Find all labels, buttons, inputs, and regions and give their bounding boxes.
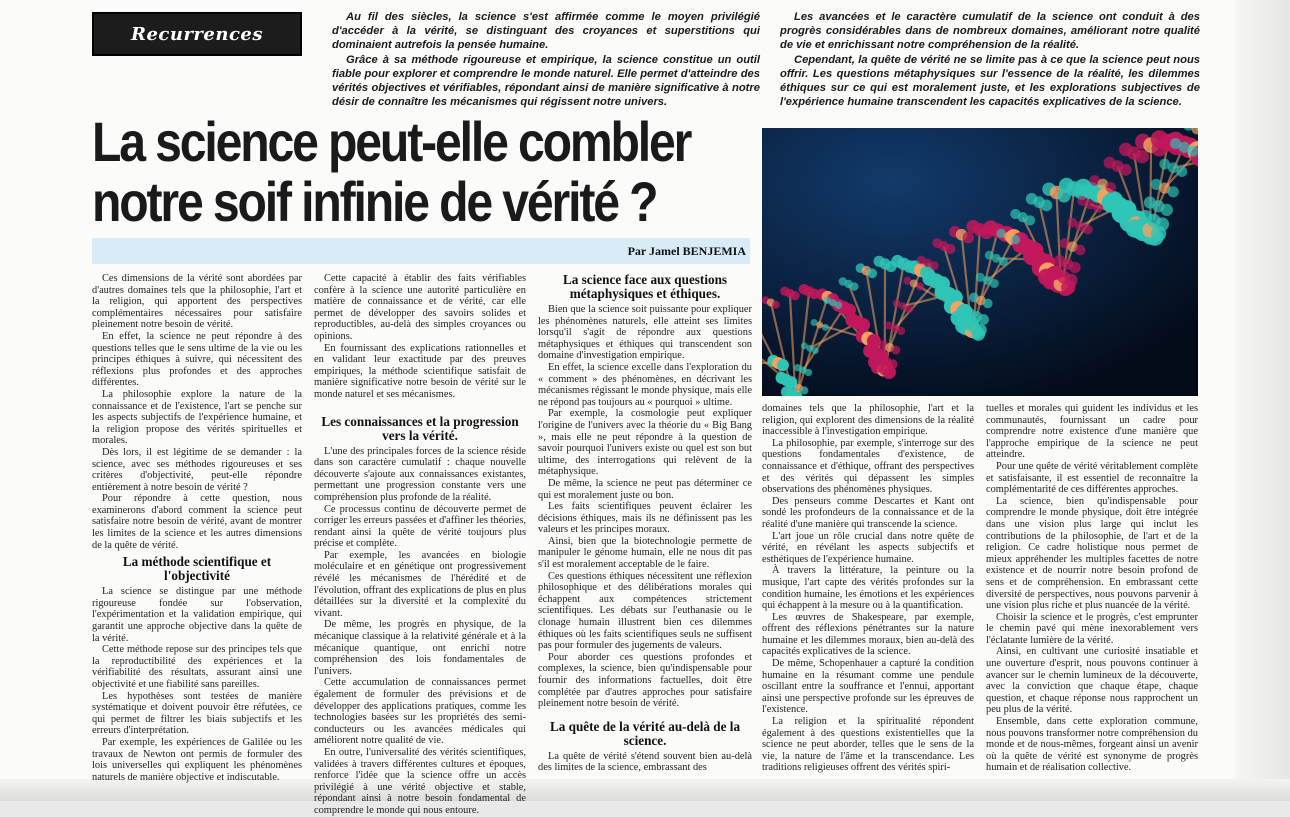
article-column-5 [986, 403, 1198, 774]
paragraph: Pour une quête de vérité véritablement complète et satisfaisante, il est essentiel de reconnaître la complémentarité de ces différentes approches. [986, 461, 1198, 496]
dna-atom [777, 359, 789, 371]
article-column-3 [538, 273, 752, 774]
subheading: La méthode scientifique et l'objectivité [92, 555, 302, 583]
dna-atom [812, 347, 819, 354]
dna-atom [983, 299, 993, 309]
dna-atom [962, 232, 974, 244]
paragraph: La science se distingue par une méthode rigoureuse fondée sur l'observation, l'expérimentation et la validation empirique, qui garantit une approche objective dans la quête de la vérité. [92, 586, 302, 644]
dna-atom [1083, 225, 1093, 235]
paragraph: La science, bien qu'indispensable pour comprendre le monde physique, doit être intégrée dans une vision plus large qui inclut les contributions de la philosophie, de l'art et de la religion. Ce cadre holistique nous permet de mieux appréhender les multiples facettes de notre existence et de nourrir notre besoin profond de sens et de compréhension. En embrassant cette diversité de perspectives, nous pouvons parvenir à une vision plus riche et plus nuancée de la vérité. [986, 496, 1198, 612]
dna-photo [762, 128, 1198, 396]
paragraph: Ainsi, bien que la biotechnologie permette de manipuler le génome humain, elle ne nous dit pas s'il est moralement acceptable de le faire. [538, 536, 752, 571]
paragraph: Pour répondre à cette question, nous examinerons d'abord comment la science peut satisfaire notre besoin de vérité, avant de montrer les limites de la science et les autres dimensions de la quête de vérité. [92, 493, 302, 551]
dna-atom [990, 279, 999, 288]
article-column-1 [92, 273, 302, 783]
dna-atom [1065, 274, 1078, 287]
paragraph: domaines tels que la philosophie, l'art et la religion, qui explorent des dimensions de la réalité inaccessible à l'investigation empirique. [762, 403, 974, 438]
paragraph: La philosophie, par exemple, s'interroge sur des questions fondamentales d'existence, de connaissance et d'éthique, offrant des perspectives et des vérités qui dépassent les simples observations des phénomènes physiques. [762, 438, 974, 496]
dna-atom [800, 386, 808, 394]
dna-atom [905, 305, 913, 313]
dna-atom [1161, 204, 1173, 216]
dna-atom [835, 301, 843, 309]
paragraph: L'art joue un rôle crucial dans notre quête de vérité, en révélant les aspects subjectifs et esthétiques de l'expérience humaine. [762, 531, 974, 566]
section-kicker [92, 12, 302, 56]
paragraph: De même, les progrès en physique, de la mécanique classique à la relativité générale et à la mécanique quantique, ont enrichi notre compréhension des lois fondamentales de l'univers. [314, 619, 526, 677]
dna-atom [930, 261, 939, 270]
dna-atom [772, 301, 780, 309]
paragraph: La quête de vérité s'étend souvent bien au-delà des limites de la science, embrassant des [538, 751, 752, 774]
dna-atom [1177, 166, 1188, 177]
dna-atom [805, 369, 812, 376]
dna-atom [790, 291, 799, 300]
dna-atom [1187, 146, 1198, 157]
dna-atom [1041, 199, 1053, 211]
paragraph: En outre, l'universalité des vérités scientifiques, validées à travers différentes cultures et époques, renforce l'idée que la science offre un accès privilégié à une vérité objective et stable, répondant ainsi à notre besoin fondamental de comprendre le monde qui nous entoure. [314, 747, 526, 817]
dna-helix-icon [762, 128, 1198, 396]
article-column-2 [314, 273, 526, 817]
dna-atom [822, 324, 829, 331]
dna-atom [975, 324, 987, 336]
paragraph: Pour aborder ces questions profondes et complexes, la science, bien qu'indispensable pour fournir des informations factuelles, doit être complétée par d'autres approches pour satisfaire pleinement notre besoin de vérité. [538, 652, 752, 710]
paragraph: Des penseurs comme Descartes et Kant ont sondé les profondeurs de la connaissance et de la réalité d'une manière qui transcende la science. [762, 496, 974, 531]
dna-atom [1168, 186, 1179, 197]
section-kicker-label: Recurrences [131, 24, 263, 45]
subheading: La science face aux questions métaphysiques et éthiques. [538, 273, 752, 301]
dna-atom [978, 314, 989, 325]
dna-atom [945, 244, 955, 254]
dna-atom [1135, 150, 1149, 164]
paragraph: Par exemple, la cosmologie peut expliquer l'origine de l'univers avec la théorie du « Big Bang », mais elle ne peut répondre à la question de savoir pourquoi l'univers existe ou quel est son but ultime, des interrogations qui relèvent de la métaphysique. [538, 408, 752, 478]
paragraph: Cette capacité à établir des faits vérifiables confère à la science une autorité particulière en matière de connaissance et de vérité, car elle permet de développer des savoirs solides et reproductibles, au-delà des simples croyances ou opinions. [314, 273, 526, 343]
paragraph: tuelles et morales qui guident les individus et les communautés, fournissant un cadre pour comprendre notre existence d'une manière que l'approche empirique de la science ne peut atteindre. [986, 403, 1198, 461]
paragraph: L'une des principales forces de la science réside dans son caractère cumulatif : chaque nouvelle découverte s'ajoute aux connaissances existantes, permettant une progression constante vers une compréhension plus profonde de la réalité. [314, 446, 526, 504]
dna-atom [1105, 182, 1116, 193]
dna-atom [1120, 164, 1132, 176]
dna-atom [891, 346, 900, 355]
dna-atom [1093, 203, 1103, 213]
paragraph: Cette méthode repose sur des principes tels que la reproductibilité des expériences et la vérifiabilité des résultats, assurant ainsi une objectivité et une fiabilité sans pareilles. [92, 644, 302, 690]
intro-right [780, 10, 1200, 109]
intro-paragraph: Au fil des siècles, la science s'est affirmée comme le moyen privilégié d'accéder à la vérité, se distinguant des croyances et superstitions qui dominaient autrefois la pensée humaine. [332, 10, 760, 53]
paragraph: La philosophie explore la nature de la connaissance et de l'existence, l'art se penche sur les aspects subjectifs de l'expérience humaine, et la religion propose des vérités spirituelles et morales. [92, 389, 302, 447]
paragraph: Par exemple, les avancées en biologie moléculaire et en génétique ont progressivement révélé les mécanismes de l'hérédité et de l'évolution, offrant des explications de plus en plus détaillées sur la diversité et la complexité du vivant. [314, 550, 526, 620]
paragraph: Cette accumulation de connaissances permet également de formuler des prévisions et de développer des applications pratiques, comme les technologies basées sur les propriétés des semi-conducteurs ou les avancées médicales qui améliorent notre qualité de vie. [314, 677, 526, 747]
paragraph: À travers la littérature, la peinture ou la musique, l'art capte des vérités profondes sur la condition humaine, les émotions et les expériences qui échappent à la mesure ou à la quantification. [762, 565, 974, 611]
subheading: La quête de la vérité au-delà de la science. [538, 720, 752, 748]
paragraph: Dès lors, il est légitime de se demander : la science, avec ses méthodes rigoureuses et ses critères d'objectivité, peut-elle répondre entièrement à notre besoin de vérité ? [92, 447, 302, 493]
dna-atom [916, 282, 924, 290]
paragraph: En effet, la science ne peut répondre à des questions telles que le sens ultime de la vie ou les principes éthiques à suivre, qui nécessitent des réflexions plus profondes et des approches différentes. [92, 331, 302, 389]
paragraph: Les œuvres de Shakespeare, par exemple, offrent des réflexions pénétrantes sur la nature humaine et les dilemmes moraux, bien au-delà des capacités explicatives de la science. [762, 612, 974, 658]
paragraph: Ensemble, dans cette exploration commune, nous pouvons transformer notre compréhension du monde et de nous-mêmes, forgeant ainsi un avenir où la quête de vérité est synonyme de progrès humain et de réalisation collective. [986, 716, 1198, 774]
dna-atom [999, 257, 1008, 266]
intro-paragraph: Grâce à sa méthode rigoureuse et empirique, la science constitue un outil fiable pour explorer et comprendre le monde naturel. Elle permet d'atteindre des vérités objectives et vérifiables, répondant ainsi de manière significative à notre désir de connaître les mécanismes qui régissent notre univers. [332, 53, 760, 110]
dna-atom [888, 359, 898, 369]
dna-atom [1155, 217, 1169, 231]
intro-paragraph: Cependant, la quête de vérité ne se limite pas à ce que la science peut nous offrir. Les questions métaphysiques sur l'essence de la réalité, les dilemmes éthiques sur ce qui est moralement juste, et les explorations subjectives de l'expérience humaine transcendent les capacités explicatives de la science. [780, 53, 1200, 110]
byline-bar [92, 238, 750, 264]
dna-atom [1025, 215, 1035, 225]
page-edge-shadow [1235, 0, 1290, 801]
paragraph: En fournissant des explications rationnelles et en validant leur exactitude par des preuves empiriques, la méthode scientifique satisfait de manière significative notre besoin de vérité sur le monde naturel et ses mécanismes. [314, 343, 526, 401]
intro-paragraph: Les avancées et le caractère cumulatif de la science ont conduit à des progrès considérables dans de nombreux domaines, améliorant notre qualité de vie et enrichissant notre compréhension de la réalité. [780, 10, 1200, 53]
dna-atom [897, 327, 905, 335]
dna-atom [867, 268, 877, 278]
paragraph: De même, la science ne peut pas déterminer ce qui est moralement juste ou bon. [538, 478, 752, 501]
headline: La science peut-elle combler notre soif infinie de vérité ? [92, 112, 754, 232]
article-column-4 [762, 403, 974, 774]
dna-atom [850, 282, 858, 290]
dna-atom [1011, 235, 1020, 244]
paragraph: Ces questions éthiques nécessitent une réflexion philosophique et des délibérations morales qui échappent aux compétences strictement scientifiques. Les débats sur l'euthanasie ou le clonage humain illustrent bien ces dilemmes éthiques où les faits scientifiques seuls ne suffisent pas pour formuler des jugements de valeurs. [538, 571, 752, 652]
paragraph: En effet, la science excelle dans l'exploration du « comment » des phénomènes, en décrivant les mécanismes régissant le monde physique, mais elle ne répond pas toujours au « pourquoi » ultime. [538, 362, 752, 408]
intro-left [332, 10, 760, 109]
paragraph: Choisir la science et le progrès, c'est emprunter le chemin pavé qui mène inexorablement vers l'éclatante lumière de la vérité. [986, 612, 1198, 647]
dna-atom [1069, 262, 1081, 274]
subheading: Les connaissances et la progression vers la vérité. [314, 415, 526, 443]
dna-atom [1075, 245, 1085, 255]
paragraph: Les faits scientifiques peuvent éclairer les décisions éthiques, mais ils ne définissent pas les valeurs et les principes moraux. [538, 501, 752, 536]
paragraph: Les hypothèses sont testées de manière systématique et doivent pouvoir être réfutées, ce qui permet de filtrer les biais subjectifs et les erreurs d'interprétation. [92, 691, 302, 737]
paragraph: De même, Schopenhauer a capturé la condition humaine en la résumant comme une pendule oscillant entre la souffrance et l'ennui, apportant ainsi une perspective profonde sur les épreuves de l'existence. [762, 658, 974, 716]
paragraph: Par exemple, les expériences de Galilée ou les travaux de Newton ont permis de formuler des lois universelles qui expliquent les phénomènes naturels de manière objective et indiscutable. [92, 737, 302, 783]
paragraph: La religion et la spiritualité répondent également à des questions existentielles que la science ne peut aborder, telles que le sens de la vie, la nature de l'âme et la transcendance. Les traditions religieuses offrent des vérités spiri- [762, 716, 974, 774]
paragraph: Ainsi, en cultivant une curiosité insatiable et une ouverture d'esprit, nous pouvons continuer à avancer sur le chemin lumineux de la découverte, avec la conviction que chaque étape, chaque question, et chaque réponse nous rapprochent un peu plus de la vérité. [986, 646, 1198, 716]
paragraph: Ces dimensions de la vérité sont abordées par d'autres domaines tels que la philosophie, l'art et la religion, qui apportent des perspectives complémentaires nécessaires pour satisfaire pleinement notre besoin de vérité. [92, 273, 302, 331]
paragraph: Bien que la science soit puissante pour expliquer les phénomènes naturels, elle atteint ses limites lorsqu'il s'agit de répondre aux questions métaphysiques et éthiques qui transcendent son domaine d'investigation empirique. [538, 304, 752, 362]
paragraph: Ce processus continu de découverte permet de corriger les erreurs passées et d'affiner les théories, rendant ainsi la quête de vérité toujours plus précise et complète. [314, 504, 526, 550]
byline: Par Jamel BENJEMIA [628, 244, 746, 259]
